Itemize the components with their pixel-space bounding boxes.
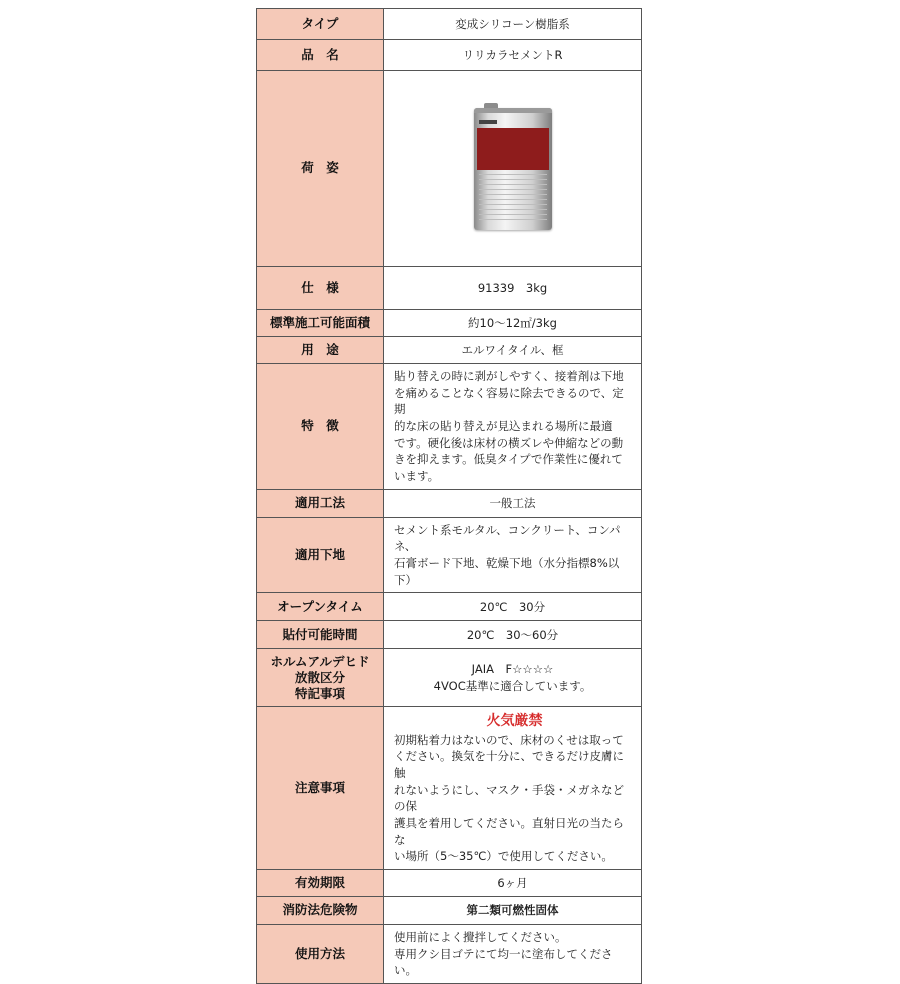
caution-line: 初期粘着力はないので、床材のくせは取って [394,732,624,747]
feature-line: 的な床の貼り替えが見込まれる場所に最適 [394,419,613,434]
substrate-line: セメント系モルタル、コンクリート、コンパネ、 [394,522,621,554]
label-package: 荷 姿 [257,71,384,267]
row-name [257,40,642,71]
product-can-icon [474,108,552,230]
label-substrate: 適用下地 [257,517,384,593]
row-type [257,9,642,40]
label-caution: 注意事項 [257,707,384,870]
label-expiry: 有効期限 [257,870,384,897]
label-bond-time: 貼付可能時間 [257,621,384,649]
label-feature: 特 徴 [257,364,384,490]
label-method: 適用工法 [257,489,384,517]
feature-line: です。硬化後は床材の横ズレや伸縮などの動 [394,435,624,450]
value-usage [384,925,642,984]
label-hazard: 消防法危険物 [257,897,384,925]
row-usage [257,925,642,984]
formaldehyde-line: JAIA F☆☆☆☆ [471,662,554,677]
row-bond-time [257,621,642,649]
value-name: リリカラセメントR [384,40,642,71]
value-feature [384,364,642,490]
feature-line: 貼り替えの時に剥がしやすく、接着剤は下地 [394,369,624,383]
row-use [257,337,642,364]
row-package [257,71,642,267]
value-package [384,71,642,267]
caution-line: ください。換気を十分に、できるだけ皮膚に触 [394,749,624,781]
caution-line: れないようにし、マスク・手袋・メガネなどの保 [394,782,624,814]
label-coverage: 標準施工可能面積 [257,310,384,337]
value-formaldehyde [384,649,642,707]
usage-line: 専用クシ目ゴテにて均一に塗布してください。 [394,946,613,978]
value-substrate [384,517,642,593]
value-open-time: 20℃ 30分 [384,593,642,621]
label-open-time: オープンタイム [257,593,384,621]
row-spec [257,267,642,310]
formaldehyde-label-line: 放散区分 [294,669,345,685]
substrate-line: 石膏ボード下地、乾燥下地（水分指標8%以下） [394,556,620,587]
label-spec: 仕 様 [257,267,384,310]
label-usage: 使用方法 [257,925,384,984]
row-formaldehyde [257,649,642,707]
row-substrate [257,517,642,593]
value-use: エルワイタイル、框 [384,337,642,364]
formaldehyde-label-line: 特記事項 [294,686,345,702]
value-spec: 91339 3kg [384,267,642,310]
caution-line: い場所（5～35℃）で使用してください。 [394,849,613,864]
value-expiry: 6ヶ月 [384,870,642,897]
row-expiry [257,870,642,897]
value-method: 一般工法 [384,489,642,517]
row-open-time [257,593,642,621]
label-formaldehyde [257,649,384,707]
fire-warning: 火気厳禁 [486,713,543,730]
row-coverage [257,310,642,337]
value-type: 変成シリコーン樹脂系 [384,9,642,40]
formaldehyde-line: 4VOC基準に適合しています。 [433,678,592,693]
value-hazard: 第二類可燃性固体 [384,897,642,925]
feature-line: います。 [394,469,440,484]
label-type: タイプ [257,9,384,40]
feature-line: きを抑えます。低臭タイプで作業性に優れて [394,452,623,467]
usage-line: 使用前によく攪拌してください。 [394,930,567,945]
label-name: 品 名 [257,40,384,71]
row-method [257,489,642,517]
value-caution [384,707,642,870]
value-coverage: 約10～12㎡/3kg [384,310,642,337]
formaldehyde-label-line: ホルムアルデヒド [270,653,370,669]
spec-table [256,8,642,984]
value-bond-time: 20℃ 30～60分 [384,621,642,649]
row-caution [257,707,642,870]
row-hazard [257,897,642,925]
caution-line: 護具を着用してください。直射日光の当たらな [394,816,624,847]
label-use: 用 途 [257,337,384,364]
feature-line: を痛めることなく容易に除去できるので、定期 [394,385,624,417]
row-feature [257,364,642,490]
